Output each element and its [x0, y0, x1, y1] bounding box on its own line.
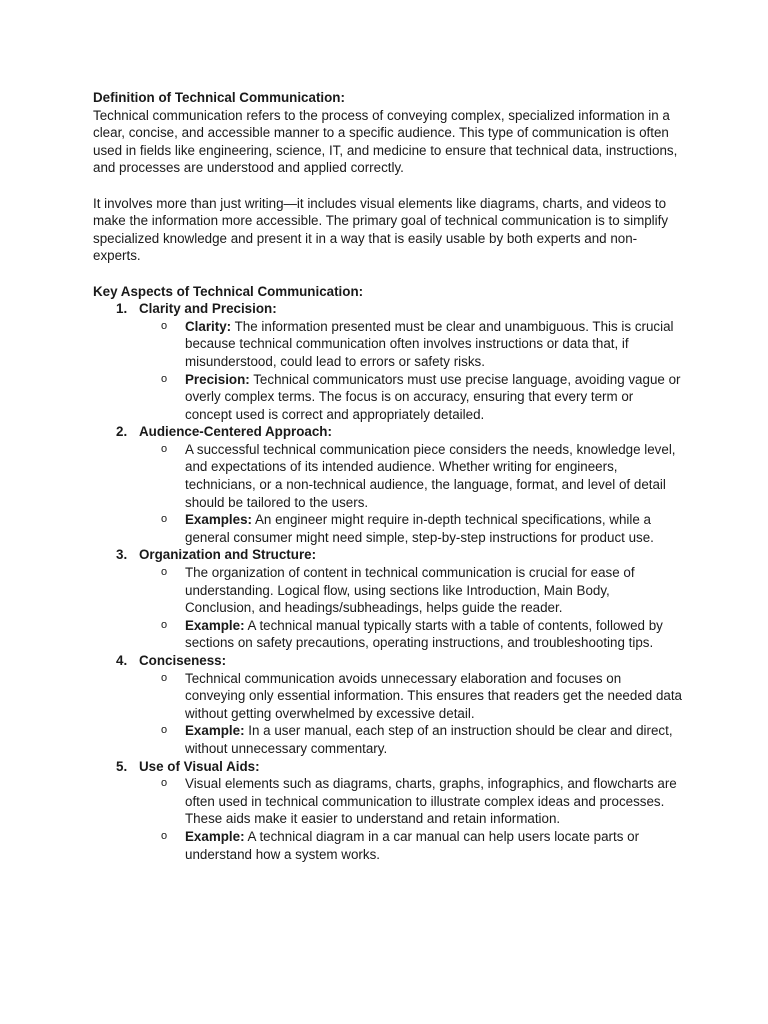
bullet-text: A successful technical communication piece considers the needs, knowledge level, and expectations of its intended audience. Whether writing for engineers, technicians, or a non-technical audience, the language, format, and level of detail should be tailored to the users.: [185, 441, 676, 510]
aspect-title: Clarity and Precision:: [139, 301, 277, 317]
circle-bullet-icon: o: [161, 566, 168, 579]
aspect-number: 2.: [116, 424, 128, 440]
aspect-number: 1.: [116, 301, 128, 317]
bullet-term: Example:: [185, 828, 245, 844]
bullet-text: A technical manual typically starts with a table of contents, followed by sections on safety precautions, operating instructions, and troubleshooting tips.: [185, 617, 663, 651]
aspect-item: [93, 758, 683, 864]
aspect-number: 5.: [116, 758, 128, 774]
bullet-item: [139, 441, 683, 511]
aspect-title: Conciseness:: [139, 653, 227, 668]
definition-heading: Definition of Technical Communication:: [93, 90, 345, 105]
bullet-item: [139, 511, 683, 546]
bullet-term: Examples:: [185, 512, 252, 528]
bullet-item: [139, 775, 683, 828]
bullet-item: [139, 371, 683, 424]
bullet-item: [139, 722, 683, 757]
aspect-number: 4.: [116, 653, 128, 668]
aspect-item: [93, 546, 683, 652]
aspect-bullets: [139, 775, 683, 863]
bullet-item: [139, 670, 683, 723]
bullet-text: Technical communication avoids unnecessary elaboration and focuses on conveying only essential information. This ensures that readers get the needed data without getting overwhelmed by excessive detail.: [185, 670, 683, 721]
bullet-term: Clarity:: [185, 318, 232, 334]
bullet-text: The organization of content in technical communication is crucial for ease of understanding. Logical flow, using sections like Introduction, Main Body, Conclusion, and headings/subheadings, helps guide the reader.: [185, 565, 635, 616]
bullet-item: [139, 617, 683, 652]
bullet-term: Example:: [185, 617, 245, 633]
key-aspects-list: [93, 300, 683, 863]
key-aspects-heading: Key Aspects of Technical Communication:: [93, 283, 364, 299]
bullet-term: Example:: [185, 723, 245, 739]
document-page: [93, 89, 683, 863]
paragraph-spacer: [93, 265, 683, 283]
aspect-title: Organization and Structure:: [139, 547, 317, 563]
bullet-term: Precision:: [185, 371, 250, 387]
bullet-text: In a user manual, each step of an instruction should be clear and direct, without unnecessary commentary.: [185, 723, 673, 756]
aspect-bullets: [139, 670, 683, 758]
circle-bullet-icon: o: [161, 513, 168, 526]
paragraph-spacer: [93, 177, 683, 195]
bullet-text: The information presented must be clear and unambiguous. This is crucial because technical communication often involves instructions or data that, if misunderstood, could lead to errors or safety risks.: [185, 318, 674, 369]
circle-bullet-icon: o: [161, 724, 168, 737]
circle-bullet-icon: o: [161, 671, 168, 684]
aspect-bullets: [139, 441, 683, 547]
bullet-text: Technical communicators must use precise language, avoiding vague or overly complex terms. The focus is on accuracy, ensuring that every term or concept used is correct and appropriately detailed.: [185, 371, 681, 422]
aspect-item: [93, 652, 683, 758]
circle-bullet-icon: o: [161, 618, 168, 631]
bullet-item: [139, 564, 683, 617]
definition-paragraph-1: Technical communication refers to the process of conveying complex, specialized information in a clear, concise, and accessible manner to a specific audience. This type of communication is often used in fields like engineering, science, IT, and medicine to ensure that technical data, instructions, and processes are understood and applied correctly.: [93, 107, 678, 176]
bullet-item: [139, 828, 683, 863]
aspect-bullets: [139, 564, 683, 652]
bullet-text: Visual elements such as diagrams, charts, graphs, infographics, and flowcharts are often used in technical communication to illustrate complex ideas and processes. These aids make it easier to understand and retain information.: [185, 776, 677, 827]
aspect-title: Audience-Centered Approach:: [139, 424, 332, 440]
aspect-number: 3.: [116, 547, 128, 563]
aspect-item: [93, 423, 683, 546]
bullet-text: An engineer might require in-depth technical specifications, while a general consumer might need simple, step-by-step instructions for product use.: [185, 512, 654, 545]
circle-bullet-icon: o: [161, 442, 168, 455]
circle-bullet-icon: o: [161, 777, 168, 790]
aspect-bullets: [139, 318, 683, 424]
aspect-title: Use of Visual Aids:: [139, 758, 260, 774]
circle-bullet-icon: o: [161, 372, 168, 385]
aspect-item: [93, 300, 683, 423]
circle-bullet-icon: o: [161, 319, 168, 332]
circle-bullet-icon: o: [161, 829, 168, 842]
bullet-item: [139, 318, 683, 371]
definition-paragraph-2: It involves more than just writing—it includes visual elements like diagrams, charts, and videos to make the information more accessible. The primary goal of technical communication is to simplify specialized knowledge and present it in a way that is easily usable by both experts and non-experts.: [93, 195, 669, 264]
bullet-text: A technical diagram in a car manual can help users locate parts or understand how a system works.: [185, 828, 640, 862]
